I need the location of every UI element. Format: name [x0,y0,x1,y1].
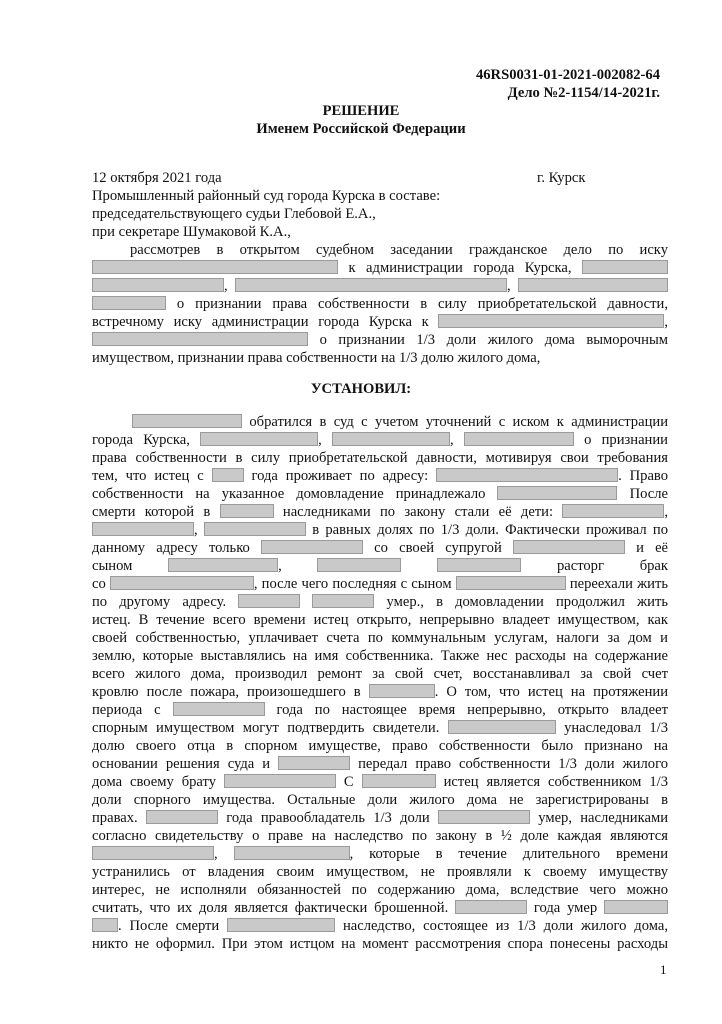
text-line: о признании права собственности в силу приобретательской давности, [92,295,668,314]
redaction [456,576,566,590]
decision-city: г. Курск [537,170,586,186]
redaction [437,558,521,572]
text-line: рассмотрев в открытом судебном заседании гражданское дело по иску [130,242,668,258]
text-line: данному адресу только со своей супругой и её [92,540,669,556]
text-line: основании решения суда и передал право собственности 1/3 доли жилого [92,756,668,772]
text-line: права собственности в силу приобретательской давности, мотивируя свои требования [92,450,668,466]
redaction [582,260,668,274]
redaction [132,414,242,428]
redaction [261,540,363,554]
redaction [92,332,308,346]
redaction [224,774,336,788]
redaction [235,278,507,292]
redaction [227,918,335,932]
text-line: смерти которой в наследниками по закону стали её дети: , [92,504,668,520]
section-title: УСТАНОВИЛ: [310,381,412,397]
text-line: к администрации города Курска, [92,259,668,278]
text-line: тем, что истец с года проживает по адресу: . Право [92,468,669,484]
case-number: Дело №2-1154/14-2021г. [507,85,660,101]
text-line: имуществом, признании права собственности на 1/3 долю жилого дома, [92,350,541,366]
redaction [238,594,300,608]
redaction [92,296,166,310]
text-line: считать, что их доля является фактически брошенной. года умер [92,899,668,918]
redaction [204,522,306,536]
redaction [604,900,668,914]
redaction [436,468,618,482]
decision-date: 12 октября 2021 года [92,170,222,186]
text-line: интерес, не исполняли обязанностей по содержанию дома, вследствие чего можно [92,882,668,898]
redaction [312,594,374,608]
redaction [513,540,625,554]
text-line: никто не оформил. При этом истцом на момент рассмотрения спора понесены расходы [92,936,668,952]
redaction [317,558,401,572]
redaction [220,504,274,518]
text-line: о признании 1/3 доли жилого дома выморочным [92,331,668,350]
page-number: 1 [660,962,667,977]
redaction [497,486,617,500]
redaction [212,468,244,482]
text-line: спорным имуществом могут подтвердить свидетели. унаследовал 1/3 [92,720,668,736]
redaction [448,720,556,734]
document-title: РЕШЕНИЕ [322,103,400,119]
text-line: истец. В течение всего времени истец открыто, непрерывно владеет имуществом, как [92,612,668,628]
judge-line: председательствующего судьи Глебовой Е.А., [92,206,376,222]
redaction [92,260,338,274]
redaction [234,846,350,860]
redaction [92,522,194,536]
text-line: города Курска, , , о признании [92,432,668,448]
redaction [464,432,574,446]
redaction [438,810,530,824]
redaction [92,846,214,860]
redaction [362,774,436,788]
text-line: собственности на указанное домовладение принадлежало После [92,486,668,502]
redaction [369,684,435,698]
redaction [168,558,278,572]
text-line: , в равных долях по 1/3 доли. Фактически проживал по [92,521,668,540]
text-line: устранились от владения своим имуществом, не проявляли к своему имуществу [92,864,668,880]
text-line: правах. года правообладатель 1/3 доли умер, наследниками [92,810,669,826]
text-line: , , которые в течение длительного времени [92,845,668,864]
text-line: , , [92,277,668,296]
text-line: со , после чего последняя с сыном переехали жить [92,576,668,592]
text-line: периода с года по настоящее время непрерывно, открыто владеет [92,702,668,718]
redaction [332,432,450,446]
text-line: . После смерти наследство, состоящее из 1/3 доли жилого дома, [92,917,668,936]
redaction [562,504,664,518]
redaction [518,278,668,292]
redaction [92,918,118,932]
text-line: всего жилого дома, производил ремонт за свой счет, восстанавливал за свой счет [92,666,668,682]
text-line: дома своему брату С истец является собственником 1/3 [92,774,668,790]
text-line: доли спорного имущества. Остальные доли жилого дома не зарегистрированы в [92,792,668,808]
text-line: встречному иску администрации города Курска к , [92,314,668,330]
secretary-line: при секретаре Шумаковой К.А., [92,224,291,240]
redaction [438,314,664,328]
document-subtitle: Именем Российской Федерации [256,121,466,137]
text-line: обратился в суд с учетом уточнений с иском к администрации [132,413,668,432]
text-line: своей собственностью, уплачивает счета по коммунальным услугам, налоги за дом и [92,630,668,646]
redaction [173,702,265,716]
redaction [200,432,318,446]
text-line: кровлю после пожара, произошедшего в . О том, что истец на протяжении [92,684,669,700]
redaction [110,576,254,590]
text-line: по другому адресу. умер., в домовладении продолжил жить [92,594,668,610]
text-line: согласно свидетельству о праве на наследство по закону в ½ доле каждая являются [92,828,668,844]
text-line: долю своего отца в спорном имуществе, право собственности было признано на [92,738,668,754]
redaction [146,810,218,824]
redaction [92,278,224,292]
court-composition: Промышленный районный суд города Курска в составе: [92,188,441,204]
case-id: 46RS0031-01-2021-002082-64 [475,67,660,83]
text-line: сыном , расторг брак [92,558,668,574]
text-line: землю, которые выставлялись на имя собственника. Также нес расходы на содержание [92,648,668,664]
redaction [455,900,527,914]
redaction [278,756,350,770]
